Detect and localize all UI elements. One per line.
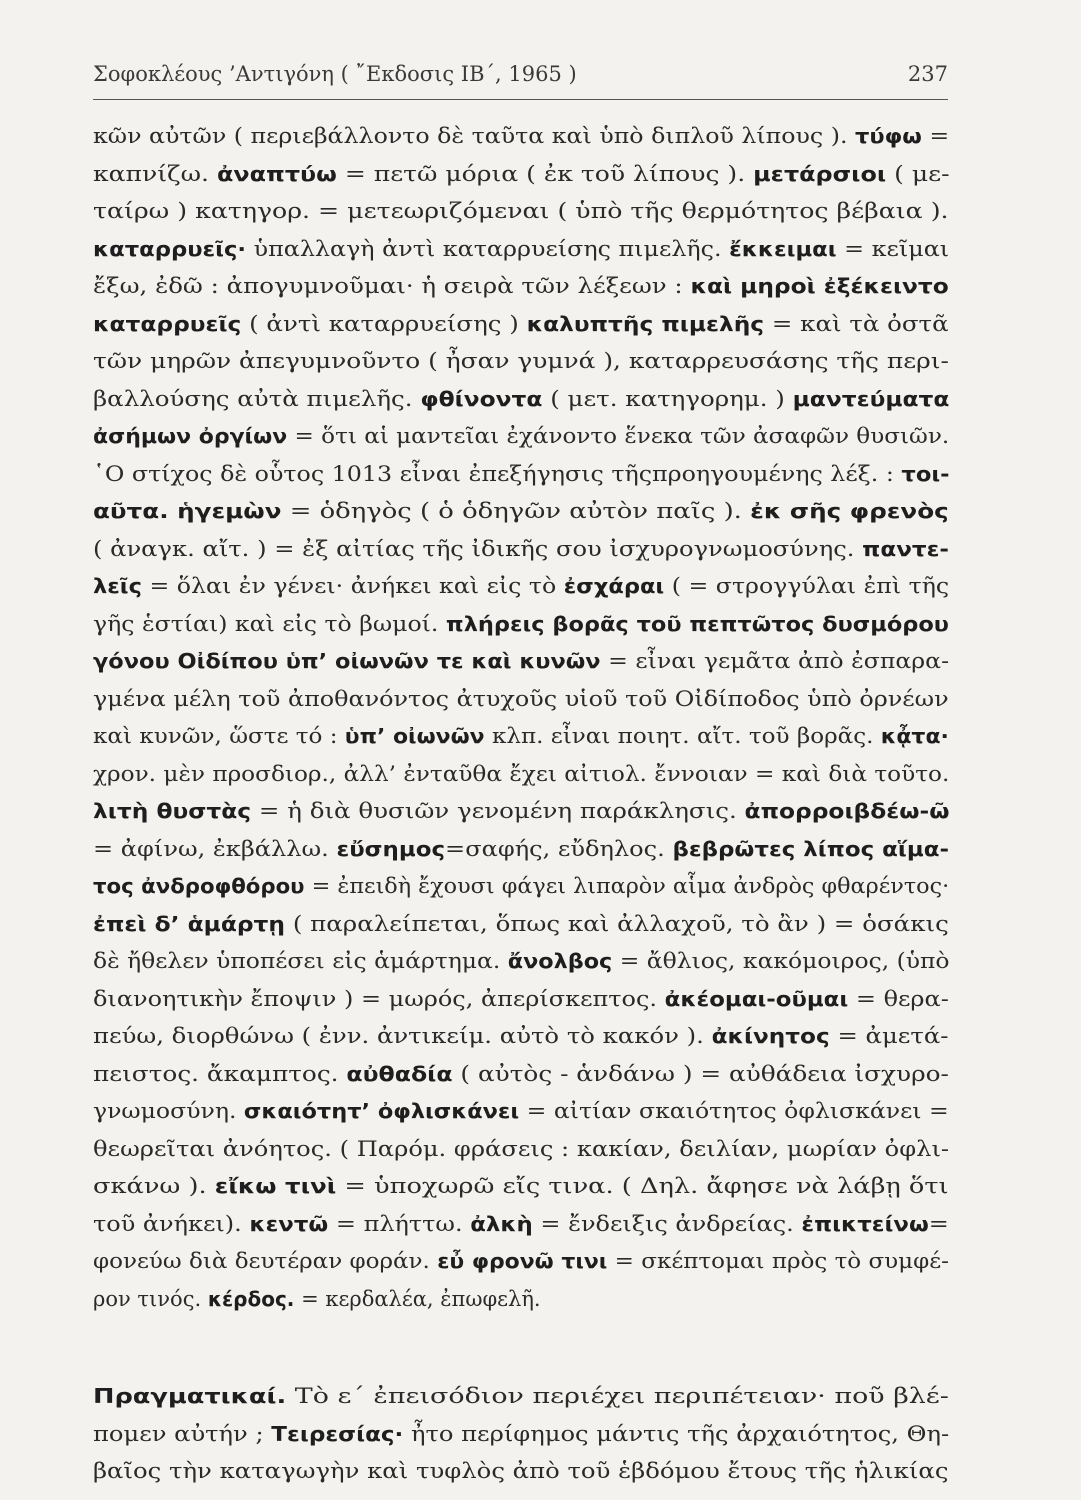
text-line [93, 643, 949, 681]
bold-term: ἐκ σῆς φρενὸς [750, 499, 949, 523]
text-run: βαλλούσης αὐτὰ πιμελῆς. [93, 386, 421, 411]
text-run: ( ἀντὶ καταρρυείσης ) [241, 311, 527, 336]
text-run: = ὁδηγὸς ( ὁ ὁδηγῶν αὐτὸν παῖς ). [281, 499, 751, 523]
text-run: γμένα μέλη τοῦ ἀποθανόντος ἀτυχοῦς υἱοῦ τοῦ Οἰδίποδος ὑπὸ ὀρνέων [93, 686, 949, 711]
bold-term: ἀσήμων ὀργίων [93, 424, 288, 448]
glossary-lines [93, 118, 951, 1318]
bold-term: κεντῶ [249, 1211, 329, 1236]
text-line [93, 268, 949, 306]
text-run: = ἐπειδὴ ἔχουσι φάγει λιπαρὸν αἷμα ἀνδρὸς φθαρέντος· [304, 874, 950, 898]
bold-term: Πραγματικαί. [93, 1384, 287, 1408]
bold-term: ἐπεὶ δ’ ἁμάρτῃ [93, 911, 286, 936]
text-run: πεύω, διορθώνω ( ἐνν. ἀντικείμ. αὐτὸ τὸ κακόν ). [93, 1024, 712, 1048]
text-line [93, 1168, 949, 1206]
bold-term: μαντεύματα [792, 386, 950, 411]
text-run: καὶ κυνῶν, ὥστε τό : [93, 724, 345, 748]
text-run: καπνίζω. [93, 161, 217, 186]
text-run: = πλήττω. [328, 1211, 471, 1236]
text-run: θεωρεῖται ἀνόητος. ( Παρόμ. φράσεις : κακίαν, δειλίαν, μωρίαν ὀφλι- [93, 1136, 950, 1161]
text-line [93, 456, 949, 494]
bold-term: παντε- [862, 536, 949, 561]
text-line [93, 718, 949, 756]
bold-term: ἀπορροιβδέω-ῶ [744, 799, 950, 823]
text-run: γῆς ἑστίαι) καὶ εἰς τὸ βωμοί. [93, 611, 446, 636]
bold-term: Τειρεσίας· [271, 1421, 404, 1446]
text-line [93, 756, 949, 794]
text-run: =σαφής, εὔδηλος. [445, 836, 673, 861]
bold-term: αὐθαδία [346, 1061, 453, 1086]
text-run: = πετῶ μόρια ( ἐκ τοῦ λίπους ). [336, 161, 754, 186]
text-line [93, 1243, 949, 1281]
bold-term: ἀκέομαι-οῦμαι [664, 986, 849, 1011]
text-run: = καὶ τὰ ὀστᾶ [764, 311, 949, 336]
text-run: = [921, 124, 950, 148]
text-run: ( ἀναγκ. αἴτ. ) = ἐξ αἰτίας τῆς ἰδικῆς σου ἰσχυρογνωμοσύνης. [93, 536, 863, 561]
bold-term: τοι- [901, 461, 950, 486]
bold-term: καὶ μηροὶ ἐξέκειντο [690, 274, 949, 298]
text-run: = ἡ διὰ θυσιῶν γενομένη παράκλησις. [251, 799, 745, 823]
text-line [93, 606, 949, 644]
text-line [93, 1206, 949, 1244]
bold-term: λιτὴ θυστὰς [93, 799, 252, 823]
text-run: = ὅλαι ἐν γένει· ἀνήκει καὶ εἰς τὸ [141, 574, 564, 598]
text-run: ( μετ. κατηγορημ. ) [542, 386, 793, 411]
text-run: = ἔνδειξις ἀνδρείας. [532, 1211, 802, 1236]
text-line [93, 193, 949, 231]
text-run: ρον τινός. [93, 1286, 208, 1311]
text-run: ( = στρογγύλαι ἐπὶ τῆς [664, 574, 950, 598]
bold-term: ἀναπτύω [216, 161, 337, 186]
text-line [93, 156, 949, 194]
text-line [93, 868, 949, 906]
text-run: = ὅτι αἱ μαντεῖαι ἐχάνοντο ἕνεκα τῶν ἀσαφῶν θυσιῶν. [287, 424, 950, 448]
bold-term: πλήρεις βορᾶς τοῦ πεπτῶτος δυσμόρου [445, 611, 949, 636]
text-line [93, 1378, 949, 1416]
bold-term: κέρδος. [207, 1286, 295, 1311]
text-run: φονεύω διὰ δευτέραν φοράν. [93, 1249, 438, 1273]
bold-term: λεῖς [93, 574, 142, 598]
bold-term: καταρρυεῖς· [93, 236, 247, 261]
text-run: = θερα- [848, 986, 949, 1011]
text-line [93, 118, 949, 156]
text-run: ( παραλείπεται, ὅπως καὶ ἀλλαχοῦ, τὸ ἂν ) = ὁσάκις [285, 911, 949, 936]
text-line [93, 531, 949, 569]
bold-term: καλυπτῆς πιμελῆς [526, 311, 765, 336]
bold-term: ἄνολβος [507, 949, 613, 973]
text-run: ἔξω, ἐδῶ : ἀπογυμνοῦμαι· ἡ σειρὰ τῶν λέξεων : [93, 274, 691, 298]
text-run: κῶν αὐτῶν ( περιεβάλλοντο δὲ ταῦτα καὶ ὑπὸ διπλοῦ λίπους ). [93, 124, 856, 148]
text-line [93, 906, 949, 944]
text-run: ἦτο περίφημος μάντις τῆς ἀρχαιότητος, Θη- [403, 1421, 950, 1446]
text-run: = ἀφίνω, ἐκβάλλω. [93, 836, 337, 861]
text-line [93, 1131, 949, 1169]
text-line [93, 231, 949, 269]
running-header [93, 62, 948, 86]
text-run: = [928, 1211, 949, 1236]
bold-term: εὔσημος [336, 836, 446, 861]
text-line [93, 1416, 949, 1454]
page-number: 237 [907, 62, 948, 86]
text-run: ῾Ο στίχος δὲ οὗτος 1013 εἶναι ἐπεξήγησις τῆςπροηγουμένης λέξ. : [93, 461, 902, 486]
text-run: = ἀμετά- [829, 1024, 949, 1048]
bold-term: βεβρῶτες λίπος αἵμα- [672, 836, 949, 861]
text-line [93, 981, 949, 1019]
text-run: = σκέπτομαι πρὸς τὸ συμφέ- [607, 1249, 949, 1273]
text-run: = κερδαλέα, ἐπωφελῆ. [294, 1286, 541, 1311]
text-run: σκάνω ). [93, 1174, 215, 1198]
text-run: = εἶναι γεμᾶτα ἀπὸ ἐσπαρα- [600, 649, 950, 673]
text-run: γνωμοσύνη. [93, 1099, 244, 1123]
text-run: τοῦ ἀνήκει). [93, 1211, 250, 1236]
text-run: = κεῖμαι [836, 236, 950, 261]
text-run: πειστος. ἄκαμπτος. [93, 1061, 347, 1086]
text-run: διανοητικὴν ἔποψιν ) = μωρός, ἀπερίσκεπτος. [93, 986, 665, 1011]
text-run: = αἰτίαν σκαιότητος ὀφλισκάνει = [519, 1099, 949, 1123]
header-title: Σοφοκλέους ’Αντιγόνη ( ῎Εκδοσις ΙΒ΄, 1965 ) [93, 62, 577, 86]
bold-term: ἀκίνητος [711, 1024, 830, 1048]
text-line [93, 1453, 949, 1491]
text-line [93, 343, 949, 381]
text-run: ( με- [886, 161, 950, 186]
bold-term: φθίνοντα [420, 386, 543, 411]
text-run: πομεν αὐτήν ; [93, 1421, 272, 1446]
bold-term: τος ἀνδροφθόρου [93, 874, 305, 898]
bold-term: ἔκκειμαι [729, 236, 837, 261]
bold-term: τύφω [855, 124, 922, 148]
text-run: ταίρω ) κατηγορ. = μετεωριζόμεναι ( ὑπὸ τῆς θερμότητος βέβαια ). [93, 199, 949, 223]
bold-term: ἐπικτείνω [801, 1211, 929, 1236]
text-line [93, 493, 949, 531]
text-run: ὑπαλλαγὴ ἀντὶ καταρρυείσης πιμελῆς. [246, 236, 730, 261]
text-line [93, 568, 949, 606]
text-line [93, 1281, 541, 1319]
header-rule [93, 99, 948, 100]
text-run: χρον. μὲν προσδιορ., ἀλλ’ ἐνταῦθα ἔχει αἰτιολ. ἔννοιαν = καὶ διὰ τοῦτο. [93, 761, 950, 786]
text-run: = ἄθλιος, κακόμοιρος, (ὑπὸ [612, 949, 950, 973]
bold-term: ἐσχάραι [563, 574, 665, 598]
bold-term: εἴκω τινὶ [214, 1174, 337, 1198]
bold-term: ὑπ’ οἰωνῶν [344, 724, 485, 748]
text-line [93, 793, 949, 831]
text-line [93, 418, 949, 456]
text-line [93, 831, 949, 869]
bold-term: γόνου Οἰδίπου ὑπ’ οἰωνῶν τε καὶ κυνῶν [93, 649, 601, 673]
text-line [93, 306, 949, 344]
text-run: Τὸ ε΄ ἐπεισόδιον περιέχει περιπέτειαν· ποῦ βλέ- [286, 1384, 949, 1408]
text-line [93, 943, 949, 981]
text-line [93, 681, 949, 719]
text-line [93, 1018, 949, 1056]
bold-term: αῦτα. ἡγεμὼν [93, 499, 282, 523]
bold-term: ἀλκὴ [470, 1211, 533, 1236]
bold-term: εὖ φρονῶ τινι [437, 1249, 608, 1273]
bold-term: καταρρυεῖς [93, 311, 242, 336]
text-line [93, 381, 949, 419]
section-pragmatikai [93, 1378, 951, 1491]
glossary-body [93, 118, 951, 1491]
text-run: βαῖος τὴν καταγωγὴν καὶ τυφλὸς ἀπὸ τοῦ ἑβδόμου ἔτους τῆς ἡλικίας [93, 1459, 949, 1483]
bold-term: μετάρσιοι [753, 161, 887, 186]
text-run: δὲ ἤθελεν ὑποπέσει εἰς ἁμάρτημα. [93, 949, 508, 973]
text-run: = ὑποχωρῶ εἴς τινα. ( Δηλ. ἄφησε νὰ λάβῃ ὅτι [336, 1174, 949, 1198]
text-run: τῶν μηρῶν ἀπεγυμνοῦντο ( ἦσαν γυμνά ), καταρρευσάσης τῆς περι- [93, 349, 949, 373]
text-run: ( αὐτὸς - ἁνδάνω ) = αὐθάδεια ἰσχυρο- [452, 1061, 949, 1086]
text-line [93, 1093, 949, 1131]
bold-term: κᾆτα· [880, 724, 949, 748]
text-line [93, 1056, 949, 1094]
text-run: κλπ. εἶναι ποιητ. αἴτ. τοῦ βορᾶς. [484, 724, 881, 748]
bold-term: σκαιότητ’ ὀφλισκάνει [243, 1099, 520, 1123]
section-gap [93, 1318, 951, 1378]
